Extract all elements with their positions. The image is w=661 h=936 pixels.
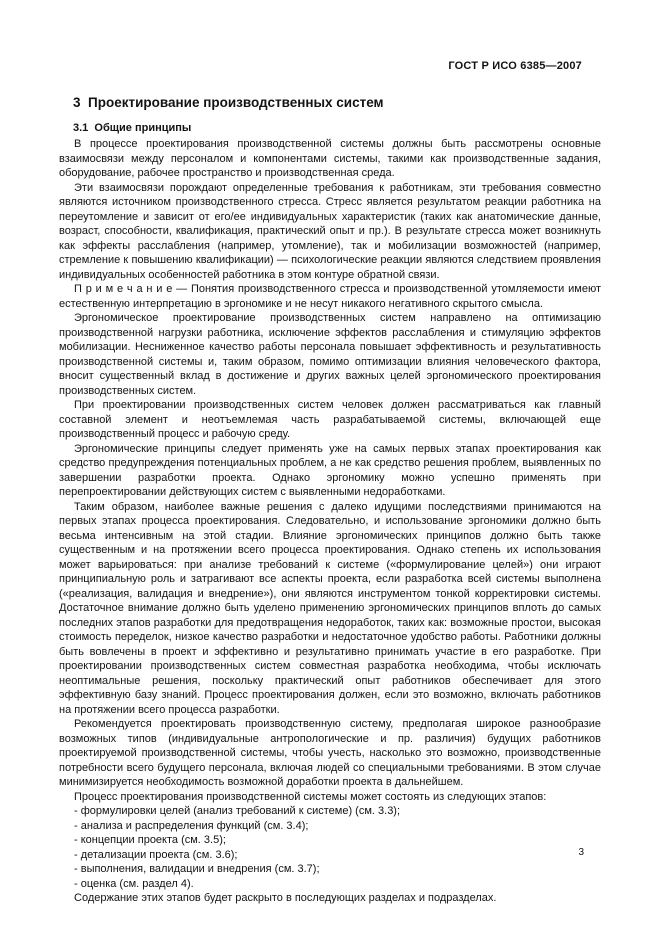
paragraph: Таким образом, наиболее важные решения с далеко идущими последствиями принимаются на первых этапах процесса проектирования. Следовательно, и использование эргономики должно быть весьма интенсивным на этой стадии. Влияние эргономических принципов должно быть также существенным и на протяжении всего процесса проектирования. Однако степень их использования может варьироваться: при анализе требований к системе («формулирование целей») они играют принципиальную роль и затрагивают все аспекты проекта, если разработка всей системы выполнена («реализация, валидация и внедрение»), они являются инструментом тонкой корректировки системы. Достаточное внимание должно быть уделено применению эргономических принципов вплоть до самых последних этапов разработки для предотвращения недоработок, таких как: возможные простои, высокая стоимость переделок, низкое качество разработки и недостаточное удобство работы. Работники должны быть вовлечены в проект и эффективно и результативно принимать участие в его разработке. При проектировании производственных систем совместная разработка необходима, чтобы исключать неоптимальные решения, поскольку практический опыт работников обеспечивает для этого эффективную базу знаний. Процесс проектирования должен, если это возможно, включать работников на протяжении всего процесса разработки. bbox=[59, 500, 601, 716]
page-content bbox=[59, 60, 601, 906]
body-text bbox=[59, 137, 601, 906]
process-intro: Процесс проектирования производственной системы может состоять из следующих этапов: bbox=[74, 790, 547, 803]
section-heading: 3 Проектирование производственных систем bbox=[73, 95, 384, 110]
note-paragraph: П р и м е ч а н и е — Понятия производственного стресса и производственной утомляемости имеют естественную интерпретацию в эргономике и не несут никакого негативного скрытого смысла. bbox=[59, 283, 601, 310]
list-item: - детализации проекта (см. 3.6); bbox=[74, 848, 238, 861]
closing-paragraph: Содержание этих этапов будет раскрыто в последующих разделах и подразделах. bbox=[74, 892, 497, 904]
paragraph: Эргономическое проектирование производственных систем направлено на оптимизацию производственной нагрузки работника, исключение эффектов расслабления и стимуляцию эффектов мобилизации. Несниженное качество работы персонала повышает эффективность и результативность производственной системы и, таким образом, помимо оптимизации влияния человеческого фактора, вносит существенный вклад в достижение и других важных целей эргономического проектирования производственных систем. bbox=[59, 312, 601, 397]
list-item: - концепции проекта (см. 3.5); bbox=[74, 834, 226, 846]
list-item: - оценка (см. раздел 4). bbox=[74, 877, 194, 890]
list-item: - анализа и распределения функций (см. 3.4); bbox=[74, 819, 309, 832]
paragraph: Эти взаимосвязи порождают определенные требования к работникам, эти требования совместно являются источником производственного стресса. Стресс является результатом реакции работника на переутомление и зависит от его/ее индивидуальных характеристик (таких как анатомические данные, возраст, способности, квалификация, практический опыт и пр.). В результате стресса может возникнуть как эффекты расслабления (например, утомление), так и мобилизации возможностей (например, стремление к повышению квалификации) — психологические реакции являются следствием проявления индивидуальных особенностей работника в этом контуре обратной связи. bbox=[59, 181, 601, 281]
process-steps-list bbox=[59, 804, 601, 891]
page-number: 3 bbox=[578, 847, 584, 858]
paragraph: Рекомендуется проектировать производственную систему, предполагая широкое разнообразие возможных типов (индивидуальные антропологические и пр. различия) будущих работников проектируемой производственной системы, чтобы учесть, насколько это возможно, производственные потребности всего будущего персонала, включая людей со специальными требованиями. В этом случае минимизируется необходимость возможной доработки проекта в дальнейшем. bbox=[59, 718, 601, 788]
subsection-heading: 3.1 Общие принципы bbox=[73, 122, 192, 134]
paragraph: Эргономические принципы следует применять уже на самых первых этапах проектирования как средство предупреждения потенциальных проблем, а не как средство решения проблем, выявленных по завершении разработки проекта. Однако эргономику можно успешно применять при перепроектировании действующих систем с выявленными недоработками. bbox=[59, 442, 601, 498]
list-item: - формулировки целей (анализ требований к системе) (см. 3.3); bbox=[74, 805, 401, 817]
paragraph: В процессе проектирования производственной системы должны быть рассмотрены основные взаимосвязи между персоналом и компонентами системы, такими как производственные задания, оборудование, рабочее пространство и производственная среда. bbox=[59, 138, 601, 179]
document-header-code: ГОСТ Р ИСО 6385—2007 bbox=[448, 60, 582, 72]
paragraph: При проектировании производственных систем человек должен рассматриваться как главный составной элемент и неотъемлемая часть разрабатываемой системы, включающей еще производственный процесс и рабочую среду. bbox=[59, 399, 601, 440]
list-item: - выполнения, валидации и внедрения (см. 3.7); bbox=[74, 863, 320, 875]
